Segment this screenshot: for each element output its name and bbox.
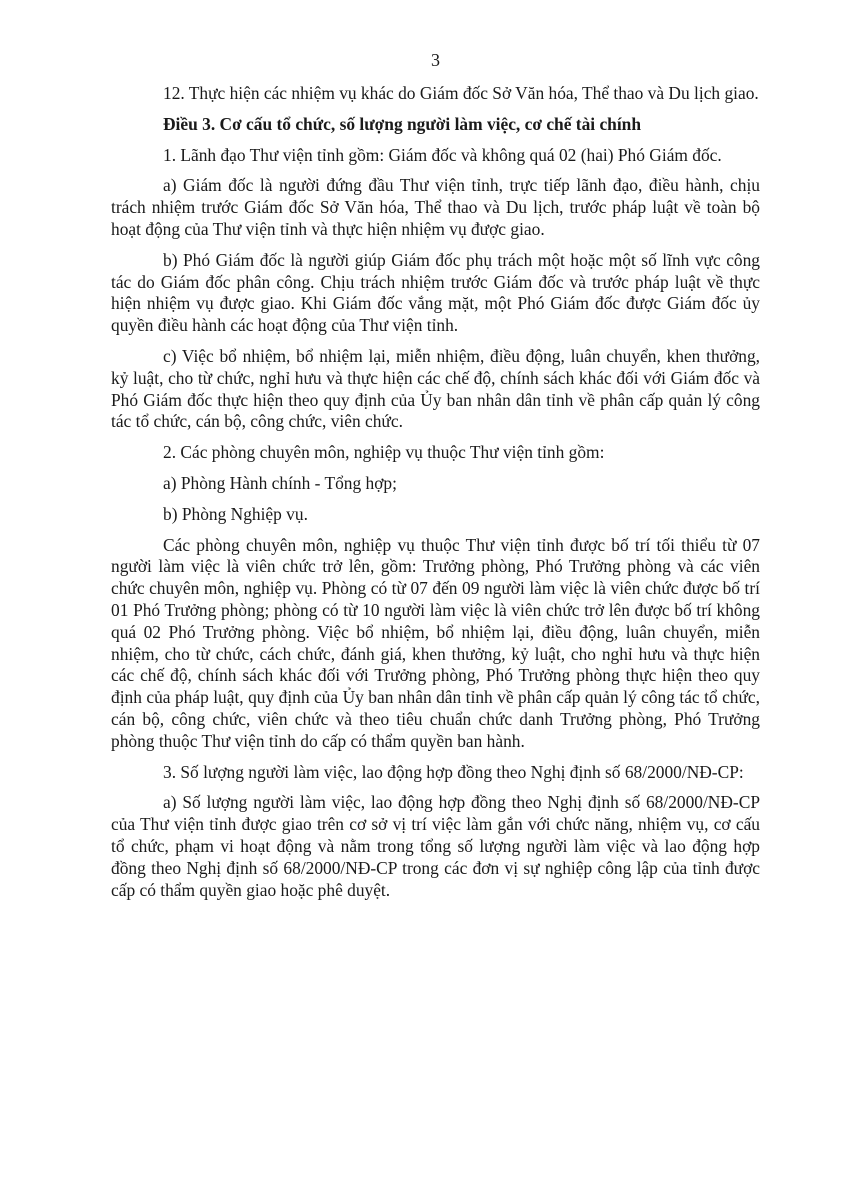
paragraph: a) Số lượng người làm việc, lao động hợp đồng theo Nghị định số 68/2000/NĐ-CP của Thư viện tỉnh được giao trên cơ sở vị trí việc làm gắn với chức năng, nhiệm vụ, cơ cấu tổ chức, phạm vi hoạt động và nằm trong tổng số lượng người làm việc và lao động hợp đồng theo Nghị định số 68/2000/NĐ-CP trong các đơn vị sự nghiệp công lập của tỉnh được cấp có thẩm quyền giao hoặc phê duyệt. <box>111 792 760 900</box>
paragraph: 3. Số lượng người làm việc, lao động hợp đồng theo Nghị định số 68/2000/NĐ-CP: <box>163 761 744 782</box>
paragraph: Các phòng chuyên môn, nghiệp vụ thuộc Thư viện tỉnh được bố trí tối thiểu từ 07 người làm việc là viên chức trở lên, gồm: Trưởng phòng, Phó Trưởng phòng và các viên chức chuyên môn, nghiệp vụ. Phòng có từ 07 đến 09 người làm việc là viên chức được bố trí 01 Phó Trưởng phòng; phòng có từ 10 người làm việc là viên chức trở lên được bố trí không quá 02 Phó Trưởng phòng. Việc bổ nhiệm, bổ nhiệm lại, điều động, luân chuyển, miễn nhiệm, cho từ chức, cách chức, đánh giá, khen thưởng, kỷ luật, cho nghỉ hưu và thực hiện các chế độ, chính sách khác đối với Trưởng phòng, Phó Trưởng phòng thực hiện theo quy định của pháp luật, quy định của Ủy ban nhân dân tỉnh về phân cấp quản lý công tác tổ chức, cán bộ, công chức, viên chức và theo tiêu chuẩn chức danh Trưởng phòng, Phó Trưởng phòng thuộc Thư viện tỉnh do cấp có thẩm quyền ban hành. <box>111 534 760 751</box>
paragraph: 12. Thực hiện các nhiệm vụ khác do Giám đốc Sở Văn hóa, Thể thao và Du lịch giao. <box>163 83 759 103</box>
paragraph: a) Giám đốc là người đứng đầu Thư viện tỉnh, trực tiếp lãnh đạo, điều hành, chịu trách nhiệm trước Giám đốc Sở Văn hóa, Thể thao và Du lịch, trước pháp luật về toàn bộ hoạt động của Thư viện tỉnh và thực hiện nhiệm vụ được giao. <box>111 175 760 239</box>
paragraph: b) Phó Giám đốc là người giúp Giám đốc phụ trách một hoặc một số lĩnh vực công tác do Giám đốc phân công. Chịu trách nhiệm trước Giám đốc và trước pháp luật về thực hiện nhiệm vụ được giao. Khi Giám đốc vắng mặt, một Phó Giám đốc được Giám đốc ủy quyền điều hành các hoạt động của Thư viện tỉnh. <box>111 249 760 336</box>
paragraph: c) Việc bổ nhiệm, bổ nhiệm lại, miễn nhiệm, điều động, luân chuyển, khen thưởng, kỷ luật, cho từ chức, nghỉ hưu và thực hiện các chế độ, chính sách khác đối với Giám đốc và Phó Giám đốc thực hiện theo quy định của Ủy ban nhân dân tỉnh về phân cấp quản lý công tác tổ chức, cán bộ, công chức, viên chức. <box>111 345 760 432</box>
paragraph: b) Phòng Nghiệp vụ. <box>163 503 308 524</box>
section-heading: Điều 3. Cơ cấu tổ chức, số lượng người làm việc, cơ chế tài chính <box>163 113 642 134</box>
document-body <box>111 83 760 901</box>
paragraph: 2. Các phòng chuyên môn, nghiệp vụ thuộc Thư viện tỉnh gồm: <box>163 442 605 463</box>
page-number: 3 <box>431 50 440 70</box>
paragraph: a) Phòng Hành chính - Tổng hợp; <box>163 472 397 493</box>
paragraph: 1. Lãnh đạo Thư viện tỉnh gồm: Giám đốc và không quá 02 (hai) Phó Giám đốc. <box>163 144 722 165</box>
